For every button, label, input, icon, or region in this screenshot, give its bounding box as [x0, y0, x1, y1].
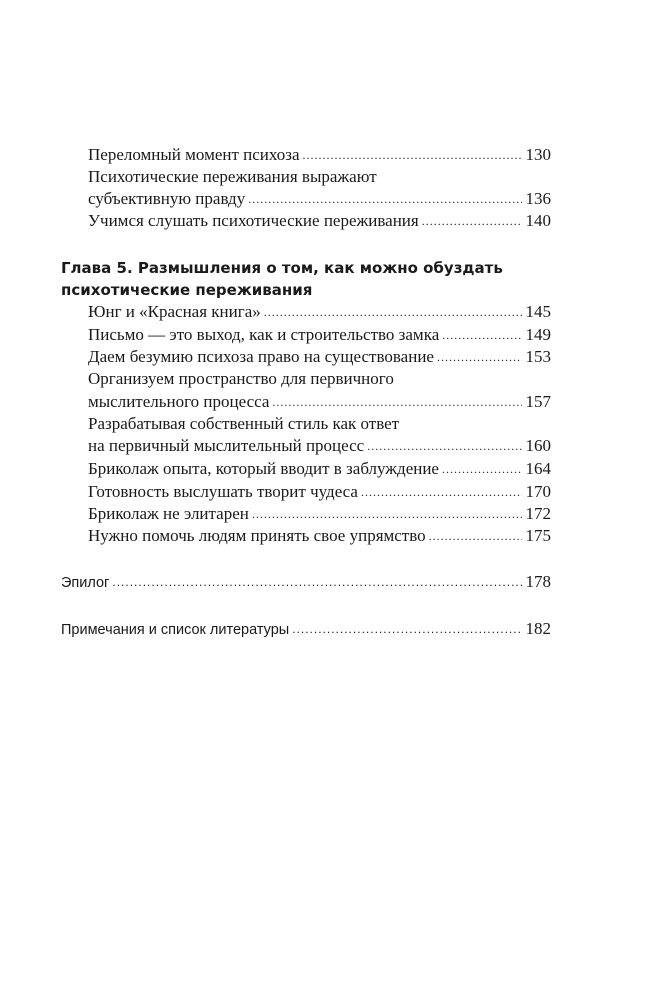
toc-entry — [88, 435, 551, 458]
toc-entry-title-line1: Организуем пространство для первичного — [88, 369, 394, 388]
toc-entry-title: Письмо — это выход, как и строительство замка — [88, 325, 440, 344]
toc-entry-page: 136 — [525, 189, 551, 208]
toc-entry-notes — [61, 618, 551, 641]
toc-entry-title-line2: на первичный мыслительный процесс — [88, 436, 365, 455]
toc-entry — [88, 210, 551, 233]
dot-leader — [367, 435, 521, 457]
toc-entry-title-line1: Разрабатывая собственный стиль как ответ — [88, 414, 400, 433]
toc-entry-title: Юнг и «Красная книга» — [88, 302, 261, 321]
toc-entry-title-line1: Психотические переживания выражают — [88, 167, 377, 186]
toc-entry-page: 149 — [525, 325, 551, 344]
toc-entry-title: Нужно помочь людям принять свое упрямство — [88, 526, 426, 545]
dot-leader — [442, 324, 521, 346]
toc-entry — [88, 391, 551, 414]
dot-leader — [112, 571, 521, 593]
toc-entry-title: Эпилог — [61, 575, 110, 591]
toc-entry — [88, 346, 551, 369]
toc-entry-page: 160 — [525, 436, 551, 455]
toc-entry-page: 172 — [525, 504, 551, 523]
toc-entry-page: 157 — [525, 392, 551, 411]
toc-entry-page: 178 — [525, 572, 551, 591]
toc-entry-title: Готовность выслушать творит чудеса — [88, 482, 358, 501]
dot-leader — [248, 188, 521, 210]
toc-entry — [88, 144, 551, 167]
toc-entry — [88, 188, 551, 211]
dot-leader — [429, 525, 522, 547]
toc-entry-page: 130 — [525, 145, 551, 164]
toc-entry-title: Бриколаж опыта, который вводит в заблуждение — [88, 459, 439, 478]
toc-entry-page: 182 — [525, 619, 551, 638]
toc-entry-title: Даем безумию психоза право на существование — [88, 347, 434, 366]
dot-leader — [442, 458, 522, 480]
toc-entry-page: 175 — [525, 526, 551, 545]
toc-entry-epilogue — [61, 571, 551, 594]
dot-leader — [422, 210, 522, 232]
chapter-title-line1: Глава 5. Размышления о том, как можно обуздать — [61, 259, 503, 277]
toc-entry — [88, 503, 551, 526]
toc-entry — [88, 458, 551, 481]
toc-entry-page: 145 — [525, 302, 551, 321]
toc-entry-title: Примечания и список литературы — [61, 622, 290, 638]
dot-leader — [303, 144, 522, 166]
toc-entry-page: 164 — [525, 459, 551, 478]
toc-entry-page: 140 — [525, 211, 551, 230]
toc-entry — [88, 324, 551, 347]
toc-entry-title: Бриколаж не элитарен — [88, 504, 249, 523]
toc-entry-page: 170 — [525, 482, 551, 501]
toc-entry-title-line2: мыслительного процесса — [88, 392, 270, 411]
dot-leader — [252, 503, 522, 525]
dot-leader — [292, 618, 521, 640]
toc-entry — [88, 525, 551, 548]
toc-entry-title: Переломный момент психоза — [88, 145, 300, 164]
dot-leader — [437, 346, 522, 368]
dot-leader — [264, 301, 522, 323]
toc-entry-title: Учимся слушать психотические переживания — [88, 211, 419, 230]
toc-entry — [88, 301, 551, 324]
toc-entry-page: 153 — [525, 347, 551, 366]
chapter-title-line2: психотические переживания — [61, 281, 313, 299]
dot-leader — [272, 391, 521, 413]
toc-entry — [88, 481, 551, 504]
toc-entry-title-line2: субъективную правду — [88, 189, 246, 208]
dot-leader — [361, 481, 522, 503]
